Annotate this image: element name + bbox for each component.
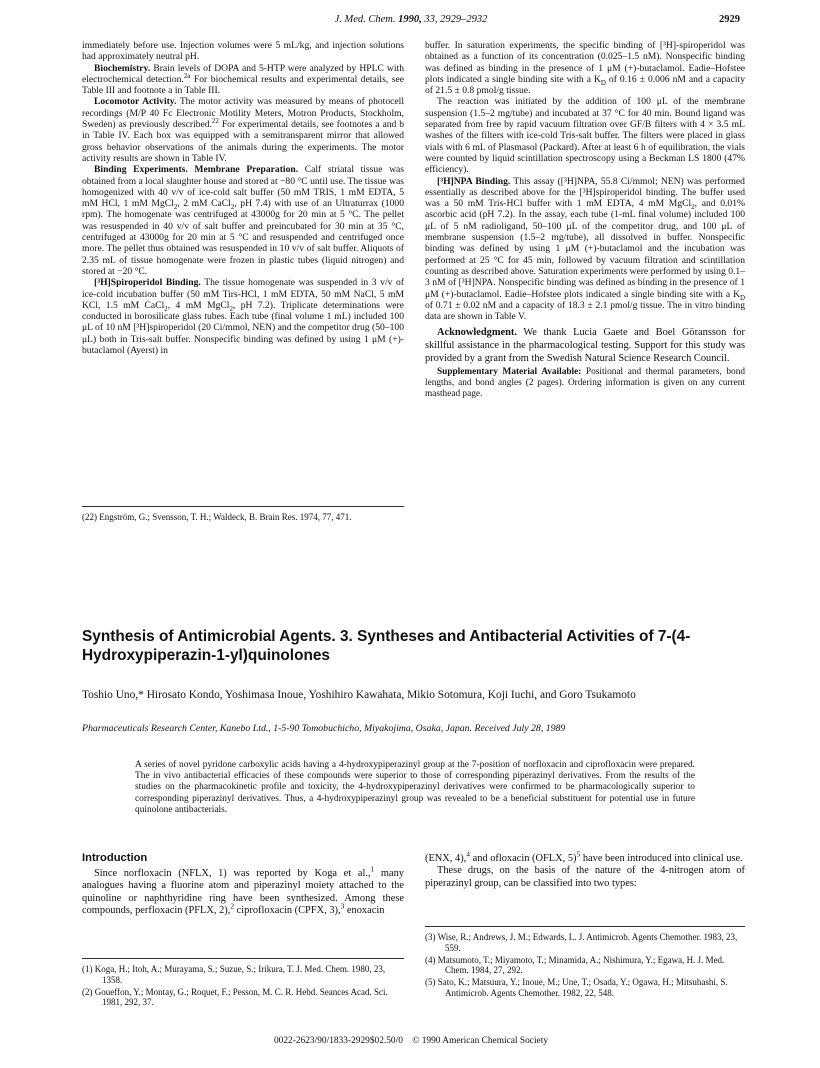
heading-npa: [³H]NPA Binding. <box>437 175 511 187</box>
acknowledgment <box>425 327 745 365</box>
ref-1: 1 <box>370 864 375 874</box>
journal-citation <box>82 14 740 25</box>
intro-right-text-a: (ENX, 4), <box>425 853 467 864</box>
heading-binding: Binding Experiments. Membrane Preparation. <box>94 164 299 176</box>
intro-paragraph-1 <box>82 864 404 918</box>
paragraph-injection: immediately before use. Injection volumes were 5 mL/kg, and injection solutions had approximately neutral pH. <box>82 40 404 63</box>
author-list: Toshio Uno,* Hirosato Kondo, Yoshimasa Inoue, Yoshihiro Kawahata, Mikio Sotomura, Koji Iuchi, and Goro Tsukamoto <box>82 689 636 701</box>
binding-text-b: , 2 mM CaCl <box>177 198 231 210</box>
footer-code: 0022-2623/90/1833-2929$02.50/0 <box>273 1036 403 1046</box>
introduction-right <box>425 849 745 890</box>
right-column-top <box>425 40 745 400</box>
abstract: A series of novel pyridone carboxylic acids having a 4-hydroxypiperazinyl group at the 7-position of norfloxacin and ciprofloxacin were prepared. The in vivo antibacterial efficacies of these compounds were superior to those of corresponding piperazinyl derivatives. From the results of the studies on the pharmacokinetic profile and toxicity, the 4-hydroxypiperazinyl derivatives were confirmed to be pharmacologically superior to corresponding piperazinyl derivatives. Thus, a 4-hydroxypiperazinyl group was revealed to be a beneficial substituent for potential use in future quinolone antibacterials. <box>135 760 695 815</box>
supplementary-paragraph <box>425 367 745 400</box>
supplementary-material <box>425 367 745 400</box>
spiro-text-a: The tissue homogenate was suspended in 3 v/v of ice-cold incubation buffer (50 mM Tirs-HCl, 1 mM EDTA, 50 mM NaCl, 5 mM KCl, 1.5 mM CaCl <box>82 277 404 311</box>
heading-supplementary: Supplementary Material Available: <box>437 367 582 378</box>
journal-name: J. Med. Chem. <box>334 14 396 25</box>
npa-sub-2: D <box>740 294 745 302</box>
footnote-4: (4) Matsumoto, T.; Miyamoto, T.; Minamida, A.; Nishimura, Y.; Egawa, H. J. Med. Chem. 1984, 27, 292. <box>425 954 725 976</box>
spiro-sub-2: 2 <box>229 305 233 313</box>
footnote-3: (3) Wise, R.; Andrews, J. M.; Edwards, L. J. Antimicrob. Agents Chemother. 1983, 23, 559. <box>425 932 738 953</box>
npa-text-b: , and 0.01% ascorbic acid (pH 7.2). In the assay, each tube (1-mL final volume) included 100 μL of 5 nM radioligand, 50–100 μL of the competitor drug, and 100 μL of membrane suspension (1.5–2 mg/tube), all dissolved in buffer. Nonspecific binding was defined by using 1 μM (+)-butaclamol and the incubation was performed at 25 °C for 45 min, followed by vacuum filtration and scintillation counting as described above. Saturation experiments were performed by using 0.1–3 nM of [³H]NPA. Nonspecific binding was defined as binding in the presence of 1 μM (+)-butaclamol. Eadie–Hofstee plots indicated a single binding site with a K <box>425 198 745 300</box>
saturation-text-a: buffer. In saturation experiments, the specific binding of [³H]-spiroperidol was obtained as a function of its concentration (0.025–1.5 nM). Nonspecific binding was defined as binding in the presence of 1 μM (+)-butaclamol. Eadie–Hofstee plots indicated a single binding site with a K <box>425 40 745 85</box>
footnotes-right <box>425 932 745 1000</box>
paragraph-reaction: The reaction was initiated by the addition of 100 μL of the membrane suspension (1.5–2 mg/tube) and incubated at 37 °C for 40 min. Bound ligand was separated from free by rapid vacuum filtration over GF/B filters with 4 × 3.5 mL washes of the filters with ice-cold Tris-salt buffer. The filters were placed in glass vials with 6 mL of Plasmasol (Packard). After at least 6 h of equilibration, the vials were counted by liquid scintillation spectroscopy using a Beckman LS 1800 (47% efficiency). <box>425 96 745 176</box>
supplementary-text: Positional and thermal parameters, bond lengths, and bond angles (2 pages). Ordering information is given on any current masthead page. <box>425 367 745 400</box>
ref-22: 22 <box>212 117 219 125</box>
footnote-2: (2) Goueffon, Y.; Montay, G.; Roquet, F.; Pesson, M. C. R. Hebd. Seances Acad. Sci. 1981, 292, 37. <box>82 986 388 1008</box>
npa-text-a: This assay ([³H]NPA, 55.8 Ci/mmol; NEN) was performed essentially as described above for the [³H]spiroperidol binding. The buffer used was a 50 mM Tris-HCl buffer with 1 mM EDTA, 4 mM MgCl <box>425 175 745 210</box>
kd-sub-1: D <box>600 79 606 87</box>
intro-paragraph-1-cont <box>425 849 745 865</box>
footnotes-left <box>82 964 404 1009</box>
paragraph-binding <box>82 164 404 277</box>
intro-text-b: many analogues having a fluorine atom and piperazinyl moiety attached to the quinoline or naphthyridine ring have been synthesized. Among these compounds, perfloxacin (PFLX, 2), <box>82 868 404 917</box>
affiliation <box>82 723 747 734</box>
loco-text-a: The motor activity was measured by means of photocell recordings (M/P 40 Fc Electronic Motility Meters, Motron Products, Stockholm, Sweden) as previously described. <box>82 96 404 131</box>
acknowledgment-text: We thank Lucia Gaete and Boel Göransson for skillful assistance in the pharmacological testing. Support for this study was provided by a grant from the Swedish Natural Science Research Council. <box>425 327 745 364</box>
journal-year: 1990, <box>398 14 422 25</box>
paragraph-npa <box>425 176 745 323</box>
intro-text-c: ciprofloxacin (CPFX, 3), <box>234 905 341 917</box>
intro-right-text-c: have been introduced into clinical use. <box>580 853 743 864</box>
heading-acknowledgment: Acknowledgment. <box>437 327 517 339</box>
heading-biochemistry: Biochemistry. <box>94 62 151 74</box>
intro-paragraph-2: These drugs, on the basis of the nature of the 4-nitrogen atom of piperazinyl group, can be classified into two types: <box>425 865 745 889</box>
biochem-text-b: For biochemical results and experimental details, see Table III and footnote a in Table III. <box>82 73 404 97</box>
introduction-left <box>82 864 404 918</box>
footnote-22 <box>82 512 404 524</box>
section-heading-introduction: Introduction <box>82 852 148 864</box>
paragraph-saturation <box>425 40 745 96</box>
binding-sub-1: 2 <box>173 204 178 212</box>
paragraph-spiroperidol <box>82 277 404 356</box>
journal-pages: 2929–2932 <box>440 14 488 25</box>
spiro-text-c: , pH 7.2). Triplicate determinations were conducted in borosilicate glass tubes. Each tube (final volume 1 mL) included 100 μL of 10 nM [³H]spiroperidol (20 Ci/mmol, NEN) and the competitor drug (50–100 μL) both in Tris-salt buffer. Nonspecific binding was defined by using 1 μM (+)-butaclamol (Ayerst) in <box>82 299 404 357</box>
loco-text-b: For experimental details, see footnotes a and b in Table IV. Each box was equipped with a semitransparent mirror that allowed gross behavior observations of the animals during the experiments. The motor activity results are shown in Table IV. <box>82 119 405 164</box>
ref-3: 3 <box>340 901 345 911</box>
spiro-sub-1: 2 <box>164 305 168 313</box>
running-head <box>82 14 740 30</box>
ref-2a: 2a <box>183 72 191 80</box>
saturation-text-b: of 0.16 ± 0.006 nM and a capacity of 21.5 ± 0.8 pmol/g tissue. <box>425 73 745 97</box>
left-column-top <box>82 40 404 356</box>
biochem-text-a: Brain levels of DOPA and 5-HTP were analyzed by HPLC with electrochemical detection. <box>82 62 404 85</box>
heading-locomotor: Locomotor Activity. <box>94 96 177 108</box>
intro-text-a: Since norfloxacin (NFLX, 1) was reported by Koga et al., <box>94 868 371 879</box>
npa-text-c: of 0.71 ± 0.02 nM and a capacity of 18.3 ± 2.1 pmol/g tissue. The in vitro binding data are shown in Table V. <box>425 299 745 323</box>
affiliation-text: Pharmaceuticals Research Center, Kanebo Ltd., 1-5-90 Tomobuchicho, Miyakojima, Osaka, Japan. <box>82 723 473 734</box>
binding-text-a: Calf striatal tissue was obtained from a local slaughter house and stored at −80 °C until use. The tissue was homogenized with 40 v/v of ice-cold salt buffer (50 mM TRIS, 1 mM EDTA, 5 mM HCl, 1 mM MgCl <box>82 164 404 210</box>
footnote-rule-right <box>425 926 745 927</box>
footnote-1: (1) Koga, H.; Itoh, A.; Murayama, S.; Suzue, S.; Irikura, T. J. Med. Chem. 1980, 23, 1358. <box>82 964 386 985</box>
binding-text-c: , pH 7.4) with use of an Ultraturrax (1000 rpm). The homogenate was centrifuged at 43000g for 20 min at 5 °C. The pellet was resuspended in 40 v/v of salt buffer and preincubated for 30 min at 35 °C, centrifuged at 43000g for 20 min at 5 °C and resuspended and centrifuged once more. The pellet thus obtained was resuspended in 10 v/v of salt buffer. Aliquots of 2.35 mL of tissue homogenate were frozen in plastic tubes (liquid nitrogen) and stored at −20 °C. <box>82 198 404 277</box>
footnote-5: (5) Sato, K.; Matsuura, Y.; Inoue, M.; Une, T.; Osada, Y.; Ogawa, H.; Mitsuhashi, S. Antimicrob. Agents Chemother. 1982, 22, 548. <box>425 977 728 998</box>
ref-2: 2 <box>230 901 235 911</box>
heading-spiroperidol: [³H]Spiroperidol Binding. <box>94 277 201 289</box>
paragraph-biochemistry <box>82 63 404 97</box>
page-number: 2929 <box>719 14 740 25</box>
received-date: Received July 28, 1989 <box>474 723 566 734</box>
intro-right-text-b: and ofloxacin (OFLX, 5) <box>470 853 577 864</box>
paragraph-locomotor <box>82 96 404 164</box>
footer-copyright: © 1990 American Chemical Society <box>412 1036 549 1046</box>
page-footer <box>82 1036 740 1046</box>
binding-sub-2: 2 <box>230 204 235 212</box>
ref-4: 4 <box>466 849 470 859</box>
footnote-rule-left <box>82 958 404 959</box>
journal-volume: 33, <box>424 14 438 25</box>
npa-sub-1: 2 <box>691 204 695 212</box>
spiro-text-b: , 4 mM MgCl <box>167 299 230 311</box>
ref-5: 5 <box>576 849 581 859</box>
acknowledgment-paragraph <box>425 327 745 365</box>
footnote-rule-top <box>82 506 404 507</box>
intro-text-d: enoxacin <box>344 905 385 917</box>
article-title: Synthesis of Antimicrobial Agents. 3. Syntheses and Antibacterial Activities of 7-(4-Hydroxypiperazin-1-yl)quinolones <box>82 628 691 664</box>
footnote-22-text: (22) Engström, G.; Svensson, T. H.; Waldeck, B. Brain Res. 1974, 77, 471. <box>82 512 352 522</box>
